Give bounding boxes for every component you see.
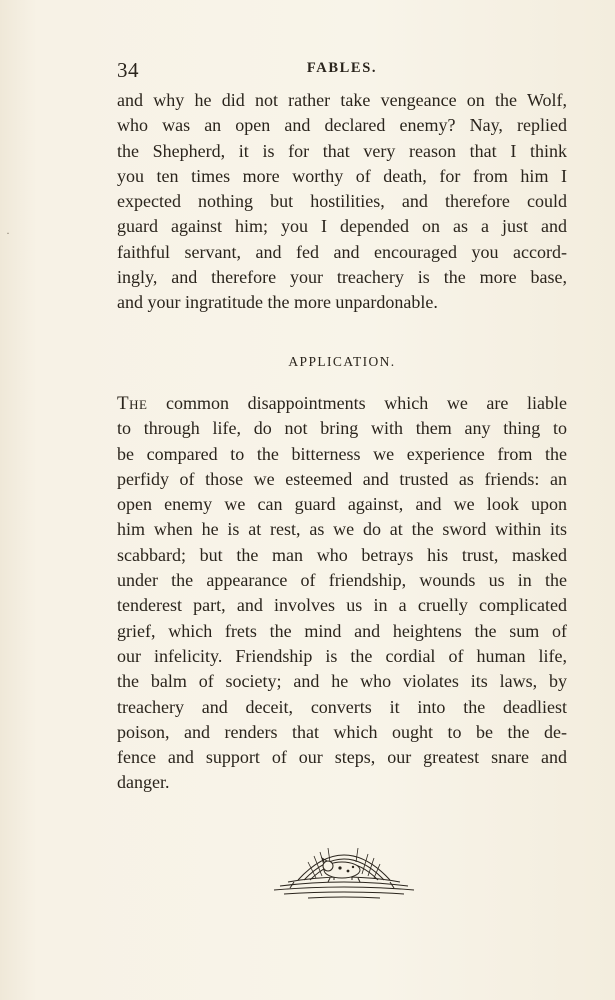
- page-header: [117, 58, 567, 82]
- application-line: perfidy of those we esteemed and trusted as friends: an: [117, 468, 567, 489]
- fable-text: [117, 88, 567, 316]
- application-heading: APPLICATION.: [288, 354, 396, 369]
- page-number: 34: [117, 58, 139, 82]
- fable-line: guard against him; you I depended on as a just and: [117, 216, 567, 237]
- application-line: be compared to the bitterness we experience from the: [117, 443, 567, 464]
- application-line: fence and support of our steps, our greatest snare and: [117, 747, 567, 768]
- margin-mark: ·: [6, 226, 10, 240]
- application-line: to through life, do not bring with them any thing to: [117, 418, 567, 439]
- fable-line: and your ingratitude the more unpardonable.: [117, 292, 438, 313]
- application-line: open enemy we can guard against, and we look upon: [117, 494, 567, 515]
- application-line: our infelicity. Friendship is the cordial of human life,: [117, 645, 567, 666]
- fable-line: you ten times more worthy of death, for from him I: [117, 165, 567, 186]
- application-line: danger.: [117, 772, 170, 793]
- application-line: grief, which frets the mind and heightens the sum of: [117, 620, 567, 641]
- fable-line: and why he did not rather take vengeance on the Wolf,: [117, 90, 567, 110]
- application-line: the balm of society; and he who violates its laws, by: [117, 671, 567, 692]
- application-line: poison, and renders that which ought to be the de-: [117, 721, 567, 742]
- fable-line: expected nothing but hostilities, and therefore could: [117, 191, 567, 212]
- fable-line: faithful servant, and fed and encouraged you accord-: [117, 241, 567, 262]
- application-line: tenderest part, and involves us in a cruelly complicated: [117, 595, 567, 616]
- running-title: FABLES.: [306, 60, 378, 76]
- drop-word: The: [117, 393, 148, 414]
- application-line: treachery and deceit, converts it into the deadliest: [117, 696, 567, 717]
- application-line: under the appearance of friendship, wounds us in the: [117, 570, 567, 591]
- fable-line: the Shepherd, it is for that very reason that I think: [117, 140, 567, 161]
- application-text: [117, 391, 567, 796]
- fable-line: ingly, and therefore your treachery is the more base,: [117, 267, 567, 288]
- application-first-line: [117, 391, 567, 416]
- application-line: him when he is at rest, as we do at the sword within its: [117, 519, 567, 540]
- first-line-rest: common disappointments which we are liable: [147, 393, 567, 413]
- fable-line: who was an open and declared enemy? Nay, replied: [117, 115, 567, 136]
- woodcut-vignette-icon: [268, 832, 420, 902]
- application-line: scabbard; but the man who betrays his trust, masked: [117, 544, 567, 565]
